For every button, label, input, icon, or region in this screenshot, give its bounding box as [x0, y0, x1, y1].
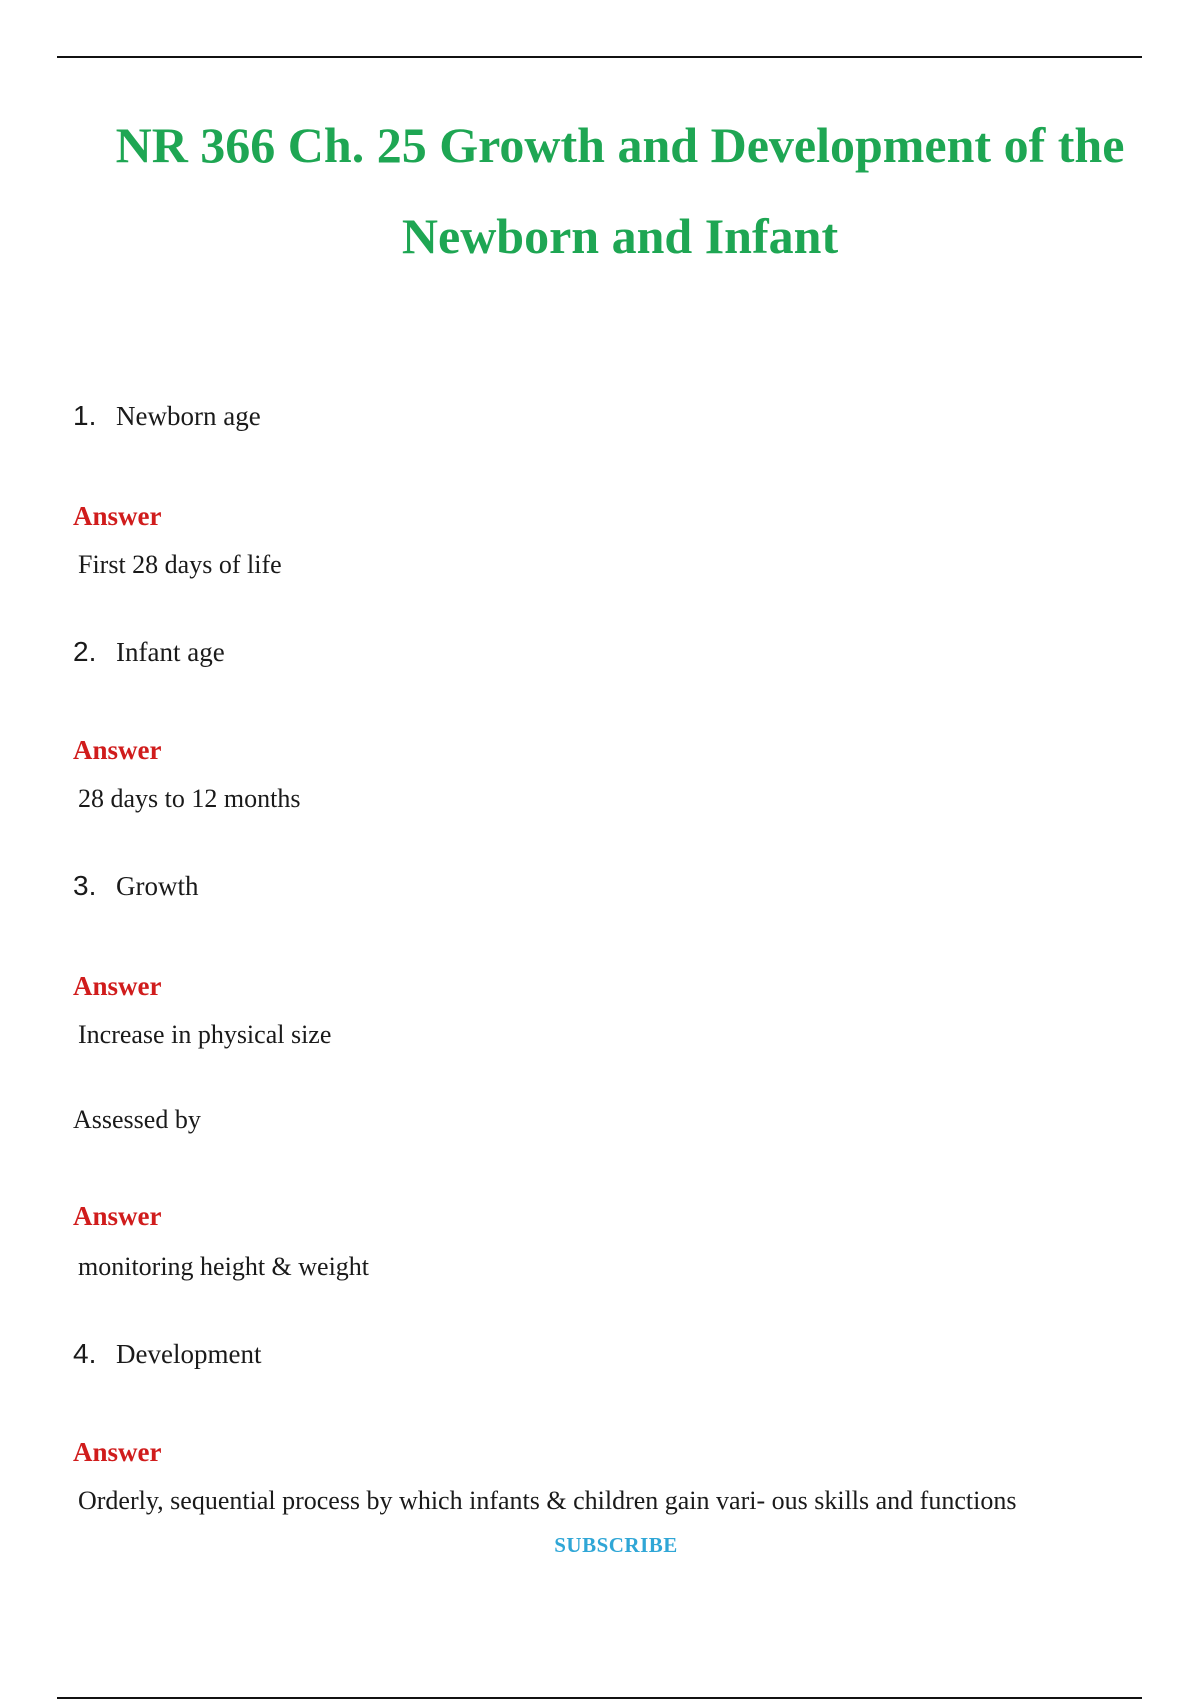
- subscribe-link[interactable]: SUBSCRIBE: [554, 1533, 678, 1557]
- question-text: Growth: [116, 871, 199, 901]
- question-text: Infant age: [116, 637, 225, 667]
- answer-label: Answer: [73, 501, 162, 531]
- sub-question: Assessed by: [73, 1105, 201, 1134]
- answer-text: 28 days to 12 months: [78, 784, 301, 813]
- answer-text: Increase in physical size: [78, 1020, 332, 1049]
- question-number: 4.: [73, 1338, 97, 1369]
- answer-label: Answer: [73, 1437, 162, 1467]
- question-number: 2.: [73, 636, 97, 667]
- answer-label: Answer: [73, 735, 162, 765]
- bottom-rule: [57, 1697, 1142, 1699]
- question-4: [73, 1338, 261, 1370]
- answer-label: Answer: [73, 971, 162, 1001]
- question-2: [73, 636, 225, 668]
- answer-text: First 28 days of life: [78, 550, 282, 579]
- answer-text: Orderly, sequential process by which infants & children gain vari- ous skills and functions: [78, 1486, 1017, 1515]
- answer-text: monitoring height & weight: [78, 1252, 370, 1281]
- question-3: [73, 870, 199, 902]
- top-rule: [57, 56, 1142, 58]
- question-text: Development: [116, 1339, 262, 1369]
- question-text: Newborn age: [116, 401, 261, 431]
- question-number: 1.: [73, 400, 97, 431]
- question-number: 3.: [73, 870, 97, 901]
- question-1: [73, 400, 261, 432]
- document-title: NR 366 Ch. 25 Growth and Development of the Newborn and Infant: [115, 117, 1125, 264]
- answer-label: Answer: [73, 1201, 162, 1231]
